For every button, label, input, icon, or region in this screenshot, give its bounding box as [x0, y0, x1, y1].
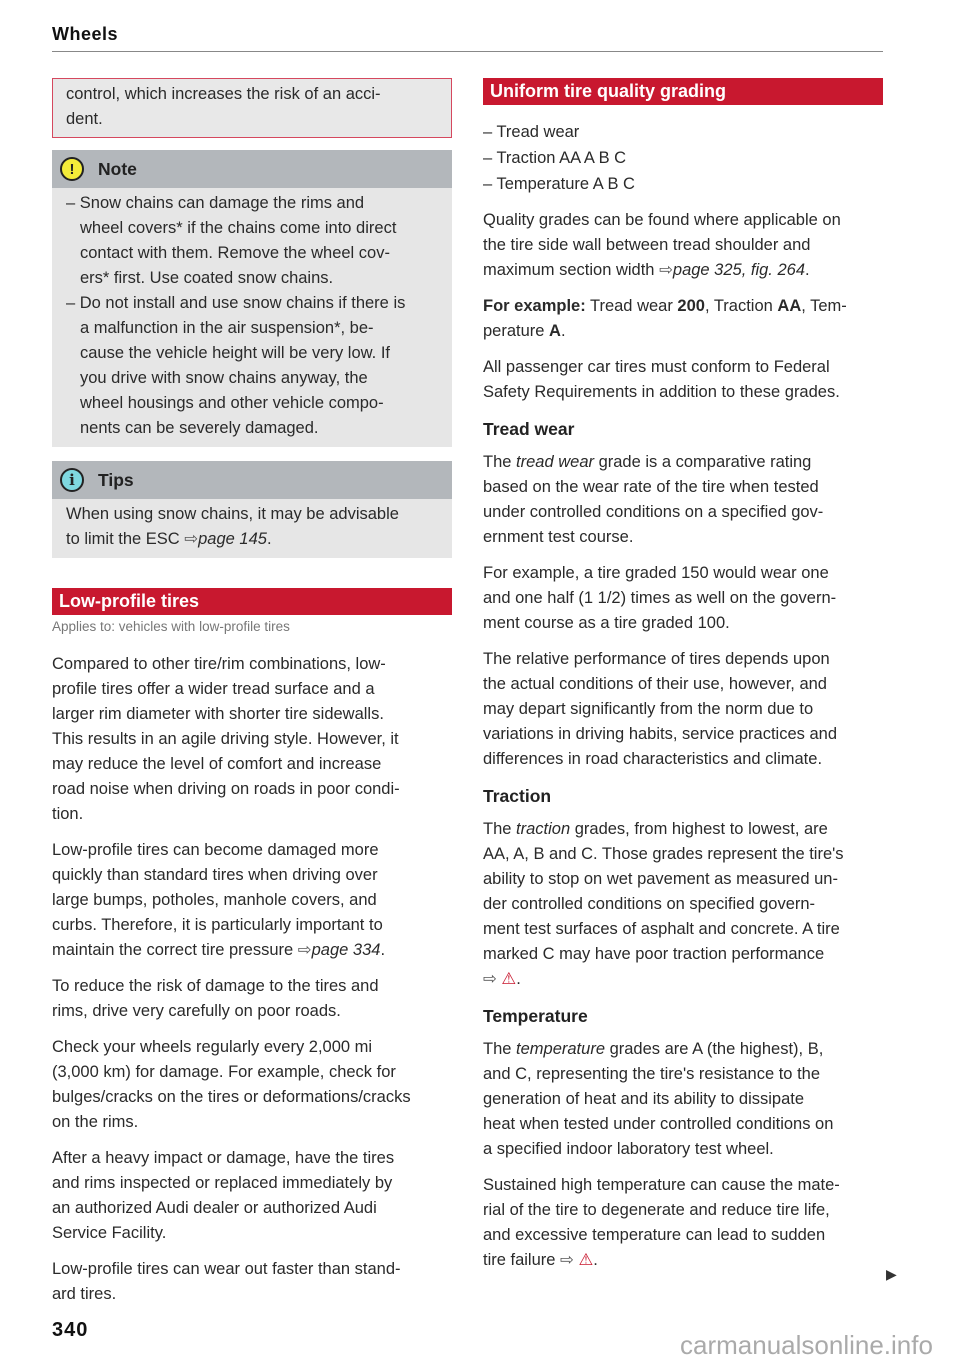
text: grades are A (the highest), B, and C, representing the tire's resistance to the generation of heat and its ability to dissipate heat when tested under controlled conditions on a specified indoor laboratory test wheel.: [483, 1040, 834, 1158]
tips-title: Tips: [98, 469, 134, 490]
info-circle-icon: i: [60, 468, 84, 492]
text: .: [560, 322, 566, 340]
warning-triangle-icon[interactable]: ⚠: [501, 970, 517, 988]
text: grades, from highest to lowest, are AA, A, B and C. Those grades represent the tire's ability to stop on wet pavement as measured un- der controlled conditions on specified govern- ment test surfaces of asphalt and concrete. A tire marked C may have poor traction performance: [483, 820, 844, 963]
heading-traction: Traction: [483, 786, 552, 806]
tips-box: [52, 461, 452, 558]
page-link[interactable]: page 145: [198, 530, 267, 548]
warning-triangle-icon[interactable]: ⚠: [578, 1251, 594, 1269]
paragraph: All passenger car tires must conform to Federal Safety Requirements in addition to these grades.: [483, 358, 840, 401]
text: The: [483, 1040, 517, 1058]
text: Tread wear: [585, 297, 678, 315]
tips-body: [52, 499, 452, 558]
section-header: Wheels: [52, 24, 119, 44]
paragraph: Low-profile tires can wear out faster than stand- ard tires.: [52, 1260, 401, 1303]
section-title-low-profile: Low-profile tires: [52, 588, 452, 615]
text: Sustained high temperature can cause the mate- rial of the tire to degenerate and reduce tire life, and excessive temperature can lead to sudden tire failure: [483, 1176, 840, 1269]
term: traction: [516, 820, 571, 838]
warning-box-continued: control, which increases the risk of an acci- dent.: [52, 78, 452, 138]
note-body: [52, 188, 452, 447]
value: 200: [677, 297, 705, 315]
list-item: – Tread wear: [483, 123, 580, 141]
paragraph-text: Quality grades can be found where applicable on the tire side wall between tread shoulder and maximum section width: [483, 211, 841, 279]
note-box: [52, 150, 452, 447]
grade-list: [483, 119, 883, 197]
page-link[interactable]: page 325, fig. 264: [672, 261, 806, 279]
paragraph: [52, 838, 452, 963]
paragraph: The relative performance of tires depends upon the actual conditions of their use, however, and may depart significantly from the norm due to variations in driving habits, service practices and differences in road characteristics and climate.: [483, 650, 838, 768]
paragraph: [483, 1173, 883, 1273]
paragraph: Compared to other tire/rim combinations, low- profile tires offer a wider tread surface and a larger rim diameter with shorter tire sidewalls. This results in an agile driving style. However, it may reduce the level of comfort and increase road noise when driving on roads in poor condi- tion.: [52, 655, 400, 823]
paragraph: Check your wheels regularly every 2,000 mi (3,000 km) for damage. For example, check for bulges/cracks on the tires or deformations/cracks on the rims.: [52, 1038, 411, 1131]
section-title-uniform-grading: Uniform tire quality grading: [483, 78, 883, 105]
note-header: [52, 150, 452, 188]
paragraph-text: Low-profile tires can become damaged more quickly than standard tires when driving over large bumps, potholes, manhole covers, and curbs. Therefore, it is particularly important to maintain the correct tire pressure: [52, 841, 383, 959]
text: grade is a comparative rating based on the wear rate of the tire when tested under controlled conditions on a specified gov- ernment test course.: [483, 453, 824, 546]
right-column: [483, 78, 883, 1284]
heading-temperature: Temperature: [483, 1006, 588, 1026]
watermark: carmanualsonline.info: [680, 1330, 933, 1360]
tips-text: When using snow chains, it may be advisable to limit the ESC: [66, 505, 399, 548]
period: .: [593, 1251, 598, 1269]
page-link[interactable]: page 334: [311, 941, 381, 959]
term: temperature: [516, 1040, 605, 1058]
arrow-icon: ⇨: [659, 261, 673, 279]
value: AA: [777, 297, 802, 315]
page-number: 340: [52, 1319, 89, 1341]
note-item: – Snow chains can damage the rims and wheel covers* if the chains come into direct contact with them. Remove the wheel cov- ers* first. Use coated snow chains.: [66, 194, 397, 287]
text: The: [483, 820, 517, 838]
note-title: Note: [98, 158, 137, 179]
text: , Traction: [704, 297, 778, 315]
arrow-icon: ⇨: [297, 941, 312, 959]
period: .: [805, 261, 810, 279]
text: The: [483, 453, 517, 471]
exclamation-circle-icon: !: [60, 157, 84, 181]
arrow-icon: ⇨: [184, 530, 199, 548]
paragraph: [483, 450, 883, 550]
example-label: For example:: [483, 297, 586, 315]
header-rule: [52, 51, 883, 52]
heading-tread-wear: Tread wear: [483, 419, 575, 439]
applies-to: Applies to: vehicles with low-profile tires: [52, 619, 290, 634]
paragraph: [483, 1037, 883, 1162]
term: tread wear: [516, 453, 594, 471]
left-column: [52, 78, 452, 1318]
arrow-icon: ⇨: [560, 1251, 574, 1269]
list-item: – Traction AA A B C: [483, 149, 627, 167]
paragraph: [483, 817, 883, 992]
period: .: [380, 941, 386, 959]
paragraph: For example, a tire graded 150 would wear one and one half (1 1/2) times as well on the govern- ment course as a tire graded 100.: [483, 564, 837, 632]
list-item: – Temperature A B C: [483, 175, 635, 193]
paragraph: After a heavy impact or damage, have the tires and rims inspected or replaced immediately by an authorized Audi dealer or authorized Audi Service Facility.: [52, 1149, 395, 1242]
value: A: [549, 322, 561, 340]
text: , Tem- perature: [483, 297, 847, 340]
paragraph: To reduce the risk of damage to the tires and rims, drive very carefully on poor roads.: [52, 977, 379, 1020]
paragraph: [483, 208, 883, 283]
period: .: [266, 530, 272, 548]
period: .: [516, 970, 521, 988]
tips-header: [52, 461, 452, 499]
paragraph-example: [483, 294, 883, 344]
note-item: – Do not install and use snow chains if there is a malfunction in the air suspension*, be- cause the vehicle height will be very low. If you drive with snow chains anyway, the wheel housings and other vehicle compo- nents can be severely damaged.: [66, 294, 406, 437]
arrow-icon: ⇨: [483, 970, 497, 988]
continue-arrow-icon: ▶: [886, 1266, 897, 1282]
